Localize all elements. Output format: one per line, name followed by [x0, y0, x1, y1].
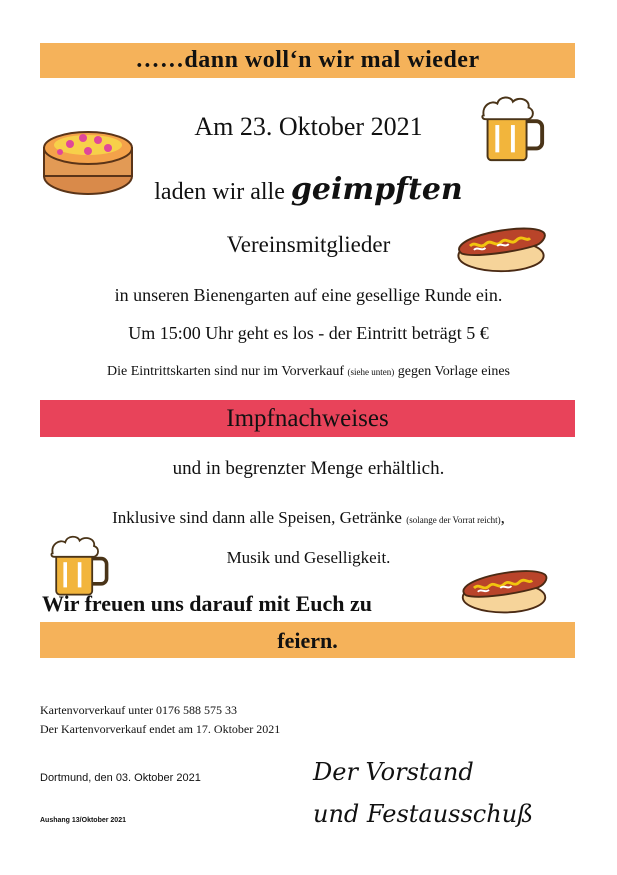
invite-line: [0, 172, 617, 207]
music-line: Musik und Geselligkeit.: [226, 548, 391, 567]
time-entry-line: Um 15:00 Uhr geht es los - der Eintritt beträgt 5 €: [128, 323, 489, 343]
limited-line: und in begrenzter Menge erhältlich.: [172, 458, 445, 479]
garden-line: in unseren Bienengarten auf eine gesellige Runde ein.: [114, 285, 503, 305]
place-date: Dortmund, den 03. Oktober 2021: [40, 772, 201, 784]
invite-text: laden wir alle: [154, 179, 291, 205]
hotdog-icon: [452, 215, 550, 277]
inclusive-text-end: ,: [500, 508, 505, 527]
invite-emphasis: geimpften: [290, 172, 463, 207]
tickets-text: Die Eintrittskarten sind nur im Vorverkauf: [106, 364, 348, 379]
inclusive-note: (solange der Vorrat reicht): [406, 515, 501, 525]
members-line: Vereinsmitglieder: [226, 232, 391, 257]
tickets-note: (siehe unten): [347, 367, 395, 377]
inclusive-text: Inklusive sind dann alle Speisen, Getränke: [112, 508, 407, 527]
inclusive-line: [0, 508, 617, 528]
presale-end: Der Kartenvorverkauf endet am 17. Oktober 2021: [40, 722, 281, 736]
event-date-line: Am 23. Oktober 2021: [194, 112, 423, 141]
hotdog-icon: [455, 558, 553, 618]
looking-forward-line: Wir freuen uns darauf mit Euch zu: [42, 591, 373, 616]
signature-line-2: und Festausschuß: [313, 800, 534, 828]
signature-line-1: Der Vorstand: [313, 758, 474, 786]
notice-id: Aushang 13/Oktober 2021: [40, 817, 126, 824]
top-banner: ……dann woll‘n wir mal wieder: [40, 43, 575, 78]
celebrate-banner: feiern.: [40, 622, 575, 658]
vaccination-proof-banner: Impfnachweises: [40, 400, 575, 437]
tickets-line: [0, 364, 617, 380]
presale-phone: Kartenvorverkauf unter 0176 588 575 33: [40, 703, 237, 717]
tickets-text-end: gegen Vorlage eines: [394, 364, 511, 379]
